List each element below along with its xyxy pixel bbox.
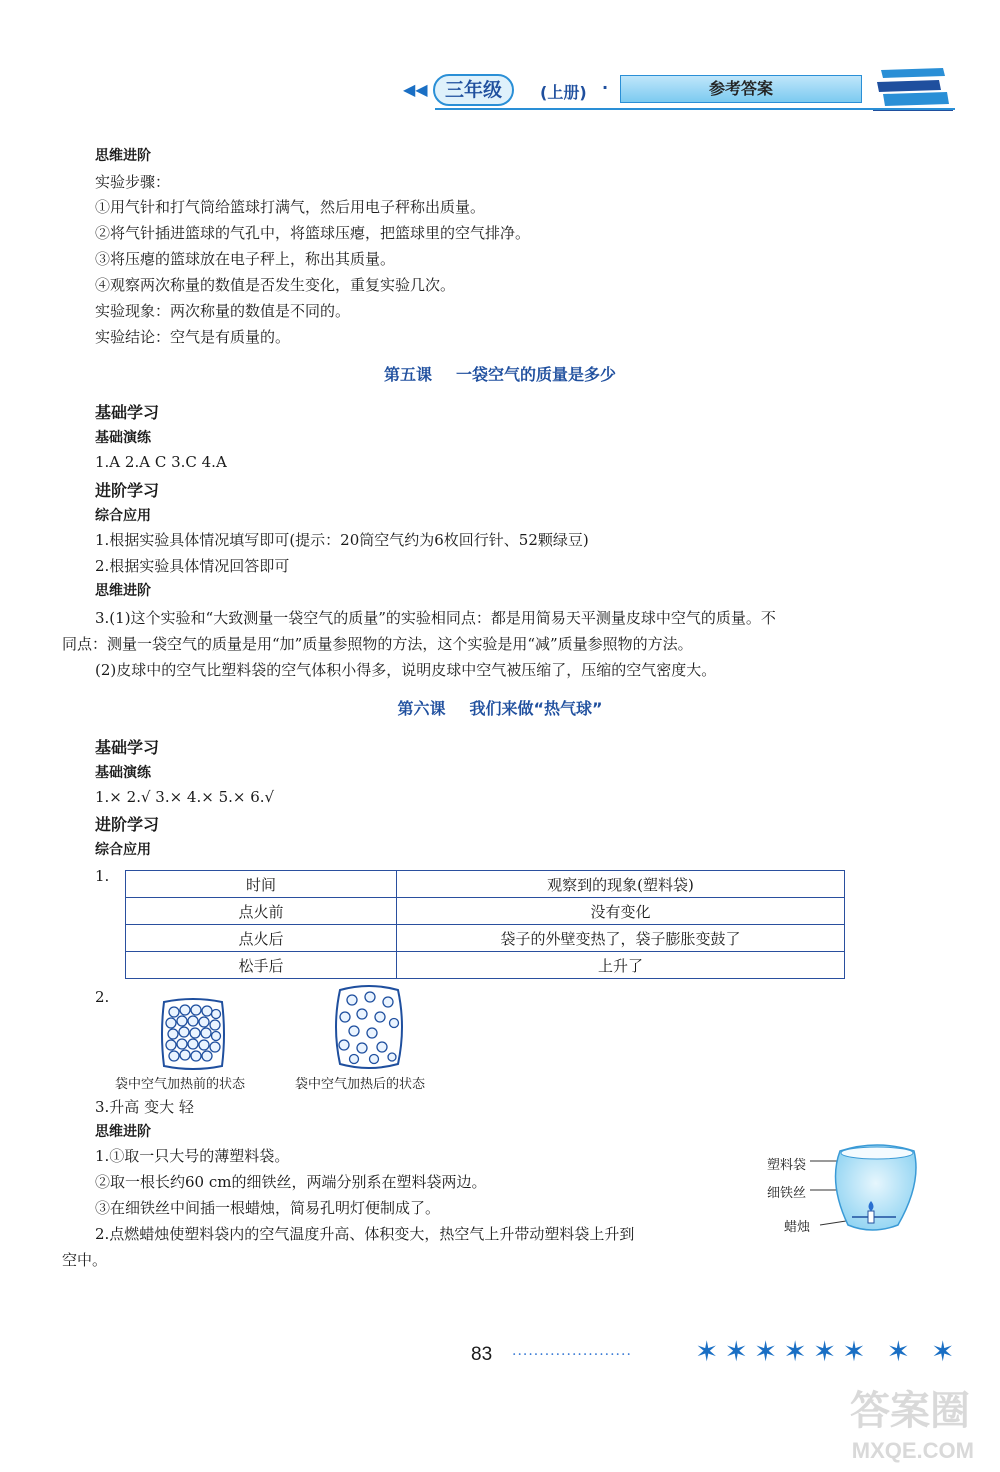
bag-before-heating-illustration [158, 998, 228, 1070]
text-line: 实验现象：两次称量的数值是不同的。 [95, 302, 351, 320]
table-cell: 上升了 [397, 952, 845, 979]
lesson-number: 第五课 [383, 365, 432, 384]
lesson-6-title [0, 696, 1000, 719]
table-header-row [126, 871, 845, 898]
table-header-cell: 观察到的现象(塑料袋) [397, 871, 845, 898]
drill-heading: 基础演练 [95, 430, 151, 446]
table-row [126, 925, 845, 952]
watermark-logo: 答案圈 [850, 1389, 970, 1433]
observation-table [125, 870, 845, 979]
text-line: 空中。 [62, 1251, 108, 1269]
text-line: ①用气针和打气筒给篮球打满气，然后用电子秤称出质量。 [95, 198, 486, 216]
caption-after-heating: 袋中空气加热后的状态 [295, 1077, 426, 1092]
text-line: ④观察两次称量的数值是否发生变化，重复实验几次。 [95, 276, 456, 294]
text-line: ②将气针插进篮球的气孔中，将篮球压瘪，把篮球里的空气排净。 [95, 224, 531, 242]
drill-answers: 1.× 2.√ 3.× 4.× 5.× 6.√ [95, 788, 275, 806]
basic-learning-heading: 基础学习 [95, 403, 160, 422]
double-arrow-icon: ◀◀ [403, 80, 428, 99]
watermark-url: MXQE.COM [851, 1438, 974, 1463]
lantern-label-candle: 蜡烛 [784, 1220, 811, 1235]
book-stack-icon [873, 64, 953, 114]
applied-heading: 综合应用 [95, 842, 151, 858]
basic-learning-heading: 基础学习 [95, 738, 160, 757]
text-line: 实验步骤： [95, 173, 171, 191]
text-line: 同点：测量一袋空气的质量是用“加”质量参照物的方法，这个实验是用“减”质量参照物的方法。 [62, 635, 693, 653]
lesson-5-title [0, 362, 1000, 385]
table-cell: 点火前 [126, 898, 397, 925]
question-2-label: 2. [95, 988, 110, 1006]
table-row [126, 898, 845, 925]
grade-badge: 三年级 [433, 74, 514, 106]
text-line: 实验结论：空气是有质量的。 [95, 328, 291, 346]
lesson-name: 一袋空气的质量是多少 [456, 365, 617, 384]
lesson-number: 第六课 [397, 699, 446, 718]
page-header [395, 72, 955, 112]
text-line: 3.(1)这个实验和“大致测量一袋空气的质量”的实验相同点：都是用简易天平测量皮球中空气的质量。不 [95, 609, 776, 627]
header-dot: · [602, 78, 609, 97]
lantern-label-bag: 塑料袋 [767, 1158, 807, 1173]
volume-label: (上册) [540, 83, 587, 102]
sky-lantern-illustration [810, 1143, 925, 1238]
drill-answers: 1.A 2.A C 3.C 4.A [95, 453, 227, 471]
thinking-heading: 思维进阶 [95, 1124, 151, 1140]
text-line: 1.①取一只大号的薄塑料袋。 [95, 1147, 290, 1165]
text-line: 2.点燃蜡烛使塑料袋内的空气温度升高、体积变大，热空气上升带动塑料袋上升到 [95, 1225, 635, 1243]
advanced-learning-heading: 进阶学习 [95, 815, 160, 834]
table-cell: 点火后 [126, 925, 397, 952]
footer-dots: ······················ [512, 1347, 632, 1363]
section-title: 参考答案 [620, 75, 862, 103]
table-cell: 袋子的外壁变热了，袋子膨胀变鼓了 [397, 925, 845, 952]
decorative-stars-icon: ✶✶✶✶✶✶ ✶ ✶ [695, 1335, 961, 1368]
text-line: ②取一根长约60 cm的细铁丝，两端分别系在塑料袋两边。 [95, 1173, 487, 1191]
table-header-cell: 时间 [126, 871, 397, 898]
text-line: 2.根据实验具体情况回答即可 [95, 557, 290, 575]
lesson-name: 我们来做“热气球” [469, 699, 603, 718]
caption-before-heating: 袋中空气加热前的状态 [115, 1077, 246, 1092]
header-rule [435, 108, 955, 110]
drill-heading: 基础演练 [95, 765, 151, 781]
lantern-label-wire: 细铁丝 [767, 1186, 807, 1201]
table-cell: 松手后 [126, 952, 397, 979]
question-1-label: 1. [95, 867, 110, 885]
applied-heading: 综合应用 [95, 508, 151, 524]
text-line: ③将压瘪的篮球放在电子秤上，称出其质量。 [95, 250, 396, 268]
thinking-heading: 思维进阶 [95, 148, 151, 164]
question-3-answer: 3.升高 变大 轻 [95, 1098, 194, 1116]
text-line: ③在细铁丝中间插一根蜡烛，简易孔明灯便制成了。 [95, 1199, 441, 1217]
text-line: (2)皮球中的空气比塑料袋的空气体积小得多，说明皮球中空气被压缩了，压缩的空气密度大。 [95, 661, 717, 679]
thinking-heading: 思维进阶 [95, 583, 151, 599]
text-line: 1.根据实验具体情况填写即可(提示：20筒空气约为6枚回行针、52颗绿豆) [95, 531, 589, 549]
advanced-learning-heading: 进阶学习 [95, 481, 160, 500]
page-number: 83 [471, 1344, 493, 1365]
bag-after-heating-illustration [330, 985, 408, 1069]
table-row [126, 952, 845, 979]
table-cell: 没有变化 [397, 898, 845, 925]
